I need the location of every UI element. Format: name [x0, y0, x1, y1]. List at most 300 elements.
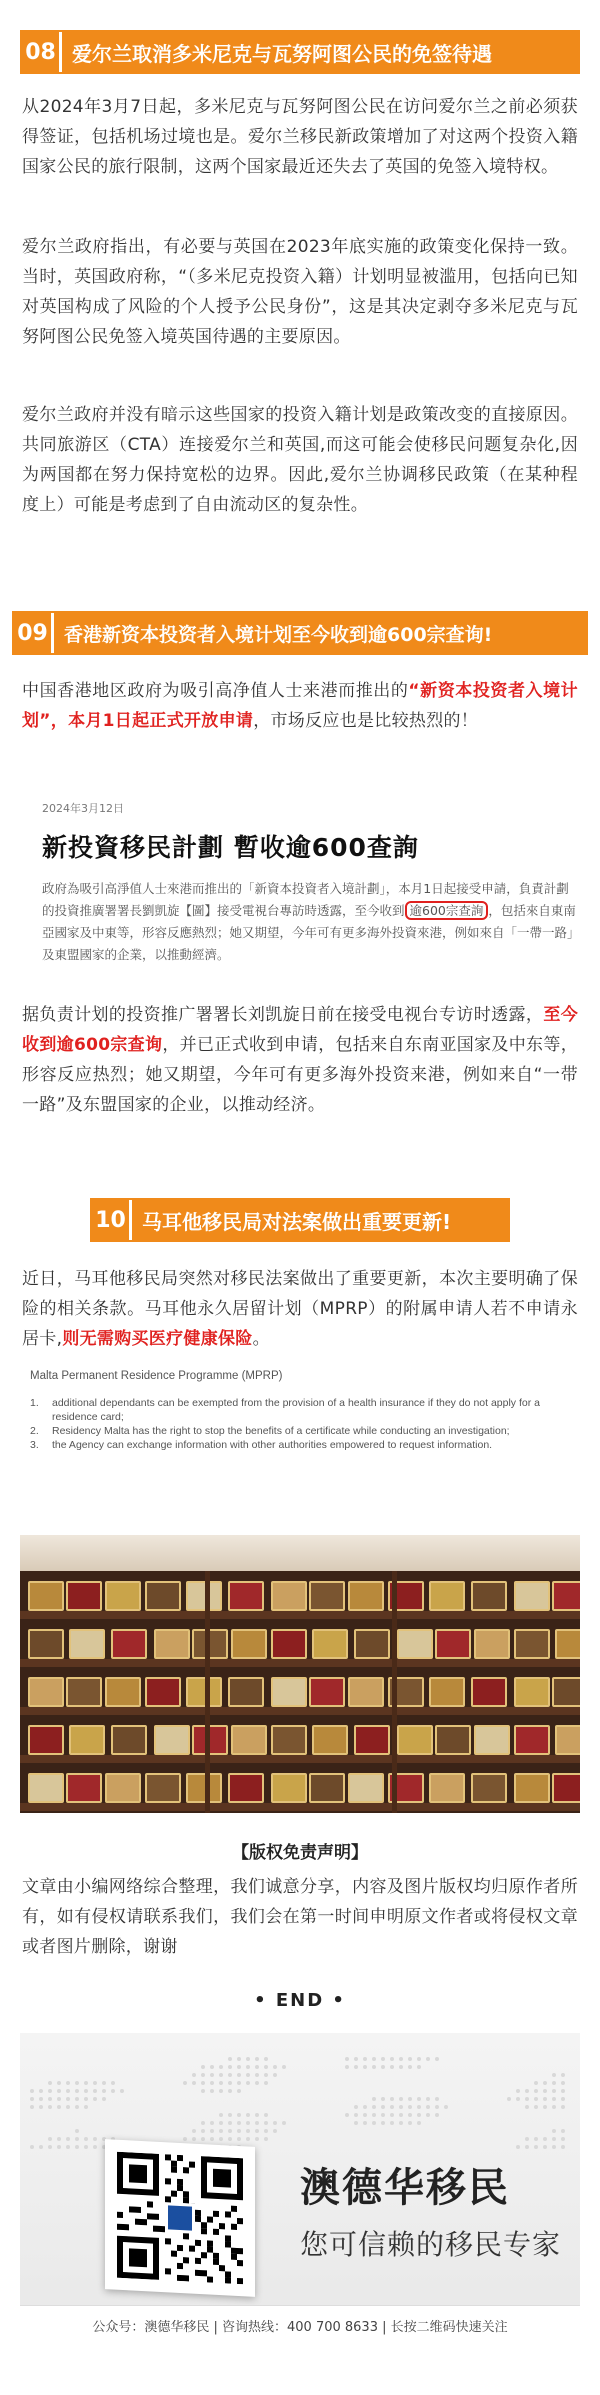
map-dot [534, 2081, 538, 2085]
map-dot [66, 2089, 70, 2093]
map-dot [354, 2121, 358, 2125]
award-cabinet-photo [20, 1535, 580, 1813]
award-plaque [552, 1773, 580, 1803]
map-dot [237, 2137, 241, 2141]
map-dot [111, 2089, 115, 2093]
map-dot [84, 2081, 88, 2085]
map-dot [246, 2121, 250, 2125]
news-date: 2024年3月12日 [42, 802, 124, 815]
map-dot [435, 2097, 439, 2101]
award-plaque [66, 1677, 102, 1707]
paragraph: 爱尔兰政府并没有暗示这些国家的投资入籍计划是政策改变的直接原因。共同旅游区（CTA）连接爱尔兰和英国,而这可能会使移民问题复杂化,因为两国都在努力保持宽松的边界。因此,爱尔兰协调移民政策（在某种程度上）可能是考虑到了自由流动区的复杂性。 [22, 405, 578, 515]
mprp-item-text: additional dependants can be exempted from the provision of a health insurance if they do not apply for a residence card; [52, 1397, 540, 1423]
map-dot [228, 2113, 232, 2117]
map-dot [561, 2097, 565, 2101]
map-dot [372, 2057, 376, 2061]
map-dot [255, 2121, 259, 2125]
map-dot [228, 2081, 232, 2085]
map-dot [381, 2105, 385, 2109]
map-dot [84, 2097, 88, 2101]
mprp-item [30, 1438, 570, 1452]
award-plaque [309, 1773, 345, 1803]
map-dot [543, 2089, 547, 2093]
award-plaque [111, 1725, 147, 1755]
map-dot [381, 2121, 385, 2125]
award-plaque [271, 1629, 307, 1659]
mprp-item-text: Residency Malta has the right to stop the benefits of a certificate while conducting an investigation; [52, 1425, 510, 1437]
award-plaque [474, 1725, 510, 1755]
award-plaque [552, 1677, 580, 1707]
map-dot [255, 2137, 259, 2141]
map-dot [525, 2145, 529, 2149]
award-plaque [397, 1629, 433, 1659]
map-dot [552, 2097, 556, 2101]
map-dot [525, 2089, 529, 2093]
map-dot [354, 2057, 358, 2061]
map-dot [210, 2065, 214, 2069]
map-dot [228, 2121, 232, 2125]
map-dot [201, 2129, 205, 2133]
map-dot [111, 2081, 115, 2085]
map-dot [525, 2137, 529, 2141]
award-plaque [555, 1725, 580, 1755]
map-dot [57, 2089, 61, 2093]
map-dot [390, 2097, 394, 2101]
map-dot [57, 2097, 61, 2101]
map-dot [552, 2137, 556, 2141]
shelf [20, 1767, 580, 1811]
map-dot [552, 2129, 556, 2133]
map-dot [66, 2097, 70, 2101]
shelf [20, 1623, 580, 1667]
award-plaque [514, 1677, 550, 1707]
map-dot [219, 2073, 223, 2077]
award-plaque [228, 1581, 264, 1611]
map-dot [255, 2065, 259, 2069]
cabinet-top [20, 1535, 580, 1571]
map-dot [120, 2089, 124, 2093]
section-header-09 [12, 611, 588, 655]
map-dot [552, 2089, 556, 2093]
award-plaque [66, 1773, 102, 1803]
map-dot [390, 2057, 394, 2061]
map-dot [408, 2105, 412, 2109]
map-dot [408, 2097, 412, 2101]
brand-name: 澳德华移民 [300, 2165, 510, 2211]
map-dot [363, 2113, 367, 2117]
map-dot [237, 2121, 241, 2125]
end-marker: • END • [254, 1990, 346, 2011]
award-plaque [348, 1773, 384, 1803]
map-dot [516, 2089, 520, 2093]
map-dot [228, 2057, 232, 2061]
section-number: 10 [92, 1200, 132, 1240]
map-dot [192, 2137, 196, 2141]
map-dot [354, 2065, 358, 2069]
map-dot [48, 2145, 52, 2149]
map-dot [345, 2057, 349, 2061]
shelf [20, 1719, 580, 1763]
award-plaque [271, 1581, 307, 1611]
map-dot [561, 2073, 565, 2077]
map-dot [417, 2113, 421, 2117]
map-dot [426, 2057, 430, 2061]
map-dot [435, 2057, 439, 2061]
mprp-item-number: 2. [30, 1425, 39, 1437]
map-dot [84, 2089, 88, 2093]
map-dot [246, 2073, 250, 2077]
map-dot [237, 2057, 241, 2061]
map-dot [408, 2121, 412, 2125]
award-plaque [192, 1629, 228, 1659]
map-dot [84, 2145, 88, 2149]
map-dot [543, 2097, 547, 2101]
map-dot [417, 2065, 421, 2069]
map-dot [93, 2097, 97, 2101]
map-dot [48, 2137, 52, 2141]
map-dot [525, 2105, 529, 2109]
map-dot [264, 2065, 268, 2069]
map-dot [93, 2137, 97, 2141]
award-plaque [192, 1725, 228, 1755]
award-plaque [397, 1725, 433, 1755]
award-plaque [429, 1773, 465, 1803]
award-plaque [474, 1629, 510, 1659]
paragraph: 近日，马耳他移民局突然对移民法案做出了重要更新，本次主要明确了保险的相关条款。马耳他永久居留计划（MPRP）的附属申请人若不申请永居卡,则无需购买医疗健康保险。 [22, 1269, 578, 1349]
map-dot [246, 2057, 250, 2061]
map-dot [534, 2089, 538, 2093]
map-dot [561, 2105, 565, 2109]
award-plaque [154, 1725, 190, 1755]
map-dot [372, 2065, 376, 2069]
map-dot [363, 2065, 367, 2069]
map-dot [192, 2081, 196, 2085]
map-dot [84, 2105, 88, 2109]
map-dot [75, 2081, 79, 2085]
map-dot [75, 2129, 79, 2133]
map-dot [381, 2057, 385, 2061]
map-dot [30, 2145, 34, 2149]
map-dot [381, 2113, 385, 2117]
map-dot [390, 2065, 394, 2069]
paragraph: 中国香港地区政府为吸引高净值人士来港而推出的“新资本投资者入境计划”，本月1日起正式开放申请，市场反应也是比较热烈的！ [22, 681, 578, 731]
map-dot [246, 2137, 250, 2141]
award-plaque [69, 1725, 105, 1755]
award-plaque [28, 1725, 64, 1755]
award-plaque [354, 1725, 390, 1755]
qr-code-icon [117, 2152, 243, 2285]
mprp-title: Malta Permanent Residence Programme (MPRP) [30, 1370, 283, 1382]
highlight-text: “新资本投资者入境计划”，本月1日起正式开放申请 [22, 681, 578, 731]
award-plaque [514, 1629, 550, 1659]
award-plaque [186, 1677, 222, 1707]
map-dot [228, 2065, 232, 2069]
map-dot [507, 2097, 511, 2101]
map-dot [381, 2065, 385, 2069]
award-plaque [354, 1629, 390, 1659]
map-dot [93, 2145, 97, 2149]
map-dot [417, 2105, 421, 2109]
disclaimer-title: 【版权免责声明】 [232, 1843, 368, 1863]
map-dot [75, 2145, 79, 2149]
map-dot [228, 2073, 232, 2077]
map-dot [417, 2097, 421, 2101]
map-dot [255, 2129, 259, 2133]
map-dot [264, 2057, 268, 2061]
map-dot [210, 2137, 214, 2141]
map-dot [552, 2073, 556, 2077]
map-dot [228, 2137, 232, 2141]
map-dot [282, 2065, 286, 2069]
map-dot [93, 2081, 97, 2085]
award-plaque [105, 1773, 141, 1803]
award-plaque [271, 1677, 307, 1707]
map-dot [84, 2137, 88, 2141]
map-dot [561, 2145, 565, 2149]
section-number: 08 [22, 32, 62, 72]
map-dot [408, 2057, 412, 2061]
map-dot [525, 2097, 529, 2101]
award-plaque [348, 1581, 384, 1611]
map-dot [75, 2089, 79, 2093]
disclaimer-text: 文章由小编网络综合整理，我们诚意分享，内容及图片版权均归原作者所有，如有侵权请联系我们，我们会在第一时间申明原文作者或将侵权文章或者图片删除，谢谢 [22, 1877, 578, 1957]
map-dot [390, 2113, 394, 2117]
qr-code[interactable] [105, 2139, 255, 2297]
map-dot [543, 2137, 547, 2141]
map-dot [363, 2057, 367, 2061]
award-plaque [69, 1629, 105, 1659]
award-plaque [471, 1677, 507, 1707]
map-dot [363, 2121, 367, 2125]
cabinet-shelves [20, 1571, 580, 1813]
award-plaque [312, 1629, 348, 1659]
map-dot [561, 2081, 565, 2085]
map-dot [102, 2081, 106, 2085]
map-dot [30, 2097, 34, 2101]
cabinet-divider [392, 1571, 397, 1813]
map-dot [57, 2105, 61, 2109]
mprp-item-number: 1. [30, 1397, 39, 1409]
map-dot [219, 2065, 223, 2069]
map-dot [516, 2097, 520, 2101]
map-dot [210, 2081, 214, 2085]
paragraph: 从2024年3月7日起，多米尼克与瓦努阿图公民在访问爱尔兰之前必须获得签证，包括机场过境也是。爱尔兰移民新政策增加了对这两个投资入籍国家公民的旅行限制，这两个国家最近还失去了英国的免签入境特权。 [22, 97, 578, 177]
map-dot [57, 2137, 61, 2141]
map-dot [543, 2145, 547, 2149]
award-plaque [309, 1677, 345, 1707]
mprp-item [30, 1424, 570, 1438]
award-plaque [471, 1773, 507, 1803]
map-dot [255, 2081, 259, 2085]
map-dot [66, 2145, 70, 2149]
map-dot [183, 2137, 187, 2141]
map-dot [273, 2129, 277, 2133]
map-dot [264, 2073, 268, 2077]
map-dot [219, 2113, 223, 2117]
map-dot [48, 2097, 52, 2101]
map-dot [399, 2105, 403, 2109]
award-plaque [429, 1581, 465, 1611]
map-dot [237, 2089, 241, 2093]
paragraph: 据负责计划的投资推广署署长刘凯旋日前在接受电视台专访时透露，至今收到逾600宗查询，并已正式收到申请，包括来自东南亚国家及中东等，形容反应热烈；她又期望，今年可有更多海外投资来港，例如来自“一带一路”及东盟国家的企业，以推动经济。 [22, 1005, 578, 1115]
map-dot [93, 2089, 97, 2093]
map-dot [255, 2073, 259, 2077]
map-dot [39, 2089, 43, 2093]
map-dot [372, 2121, 376, 2125]
map-dot [48, 2105, 52, 2109]
award-plaque [105, 1581, 141, 1611]
award-plaque [28, 1677, 64, 1707]
map-dot [255, 2113, 259, 2117]
award-plaque [435, 1725, 471, 1755]
map-dot [210, 2073, 214, 2077]
map-dot [426, 2105, 430, 2109]
map-dot [219, 2089, 223, 2093]
award-plaque [552, 1581, 580, 1611]
award-plaque [514, 1725, 550, 1755]
map-dot [210, 2089, 214, 2093]
map-dot [210, 2121, 214, 2125]
award-plaque [145, 1773, 181, 1803]
map-dot [273, 2065, 277, 2069]
map-dot [552, 2081, 556, 2085]
map-dot [408, 2113, 412, 2117]
award-plaque [105, 1677, 141, 1707]
map-dot [246, 2065, 250, 2069]
shelf [20, 1671, 580, 1715]
award-plaque [514, 1581, 550, 1611]
map-dot [444, 2105, 448, 2109]
map-dot [426, 2097, 430, 2101]
map-dot [264, 2129, 268, 2133]
map-dot [39, 2145, 43, 2149]
map-dot [183, 2081, 187, 2085]
map-dot [219, 2129, 223, 2133]
map-dot [399, 2057, 403, 2061]
map-dot [102, 2097, 106, 2101]
map-dot [246, 2081, 250, 2085]
map-dot [48, 2081, 52, 2085]
award-plaque [514, 1773, 550, 1803]
award-plaque [231, 1629, 267, 1659]
award-plaque [231, 1725, 267, 1755]
award-plaque [111, 1629, 147, 1659]
map-dot [219, 2137, 223, 2141]
map-dot [57, 2081, 61, 2085]
section-title: 香港新资本投资者入境计划至今收到逾600宗查询! [54, 613, 586, 653]
map-dot [264, 2121, 268, 2125]
highlight-box: 逾600宗查詢 [405, 901, 489, 920]
map-dot [237, 2129, 241, 2133]
brand-slogan: 您可信赖的移民专家 [300, 2228, 562, 2261]
map-dot [345, 2113, 349, 2117]
map-dot [390, 2121, 394, 2125]
map-dot [399, 2113, 403, 2117]
map-dot [399, 2121, 403, 2125]
map-dot [534, 2145, 538, 2149]
map-dot [102, 2089, 106, 2093]
award-plaque [429, 1677, 465, 1707]
map-dot [255, 2057, 259, 2061]
shelf [20, 1575, 580, 1619]
map-dot [390, 2105, 394, 2109]
paragraph: 爱尔兰政府指出，有必要与英国在2023年底实施的政策变化保持一致。当时，英国政府称，“（多米尼克投资入籍）计划明显被滥用，包括向已知对英国构成了风险的个人授予公民身份”，这是其决定剥夺多米尼克与瓦努阿图公民免签入境英国待遇的主要原因。 [22, 237, 578, 347]
map-dot [435, 2113, 439, 2117]
news-clipping [30, 790, 590, 976]
map-dot [39, 2105, 43, 2109]
section-title: 马耳他移民局对法案做出重要更新! [132, 1200, 508, 1240]
award-plaque [66, 1581, 102, 1611]
map-dot [345, 2065, 349, 2069]
award-plaque [435, 1629, 471, 1659]
award-plaque [271, 1725, 307, 1755]
map-dot [48, 2089, 52, 2093]
award-plaque [186, 1773, 222, 1803]
map-dot [39, 2097, 43, 2101]
map-dot [543, 2081, 547, 2085]
award-plaque [312, 1725, 348, 1755]
map-dot [237, 2065, 241, 2069]
award-plaque [154, 1629, 190, 1659]
mprp-item [30, 1396, 570, 1424]
news-title: 新投資移民計劃 暫收逾600查詢 [42, 833, 419, 862]
map-dot [75, 2105, 79, 2109]
map-dot [273, 2073, 277, 2077]
map-dot [516, 2145, 520, 2149]
map-dot [543, 2105, 547, 2109]
map-dot [264, 2113, 268, 2117]
award-plaque [471, 1581, 507, 1611]
award-plaque [348, 1677, 384, 1707]
map-dot [399, 2065, 403, 2069]
map-dot [66, 2081, 70, 2085]
map-dot [264, 2137, 268, 2141]
map-dot [552, 2145, 556, 2149]
map-dot [237, 2113, 241, 2117]
award-plaque [309, 1581, 345, 1611]
highlight-text: 至今收到逾600宗查询 [22, 1005, 578, 1055]
map-dot [75, 2097, 79, 2101]
section-title: 爱尔兰取消多米尼克与瓦努阿图公民的免签待遇 [62, 32, 578, 72]
map-dot [237, 2073, 241, 2077]
map-dot [417, 2057, 421, 2061]
map-dot [201, 2081, 205, 2085]
map-dot [219, 2121, 223, 2125]
map-dot [201, 2065, 205, 2069]
map-dot [282, 2121, 286, 2125]
map-dot [534, 2137, 538, 2141]
map-dot [201, 2089, 205, 2093]
map-dot [192, 2073, 196, 2077]
award-plaque [228, 1773, 264, 1803]
cabinet-divider [205, 1571, 210, 1813]
map-dot [30, 2105, 34, 2109]
map-dot [201, 2073, 205, 2077]
award-plaque [145, 1677, 181, 1707]
map-dot [228, 2089, 232, 2093]
map-dot [246, 2113, 250, 2117]
news-body: 政府為吸引高淨值人士來港而推出的「新資本投資者入境計劃」，本月1日起接受申請，負責計劃的投資推廣署署長劉凱旋【圖】接受電視台專訪時透露，至今收到 逾600宗查詢 ，包括來自東南亞國家及中東等，形容反應熱烈；她又期望，今年可有更多海外投資來港，例如來自「一帶一路」及東盟國家的企業，以推動經濟。 [42, 881, 576, 962]
mprp-item-text: the Agency can exchange information with other authorities empowered to request information. [52, 1439, 493, 1451]
map-dot [210, 2129, 214, 2133]
map-dot [552, 2105, 556, 2109]
award-plaque [271, 1773, 307, 1803]
map-dot [30, 2089, 34, 2093]
map-dot [354, 2105, 358, 2109]
map-dot [417, 2121, 421, 2125]
map-dot [372, 2097, 376, 2101]
map-dot [273, 2121, 277, 2125]
